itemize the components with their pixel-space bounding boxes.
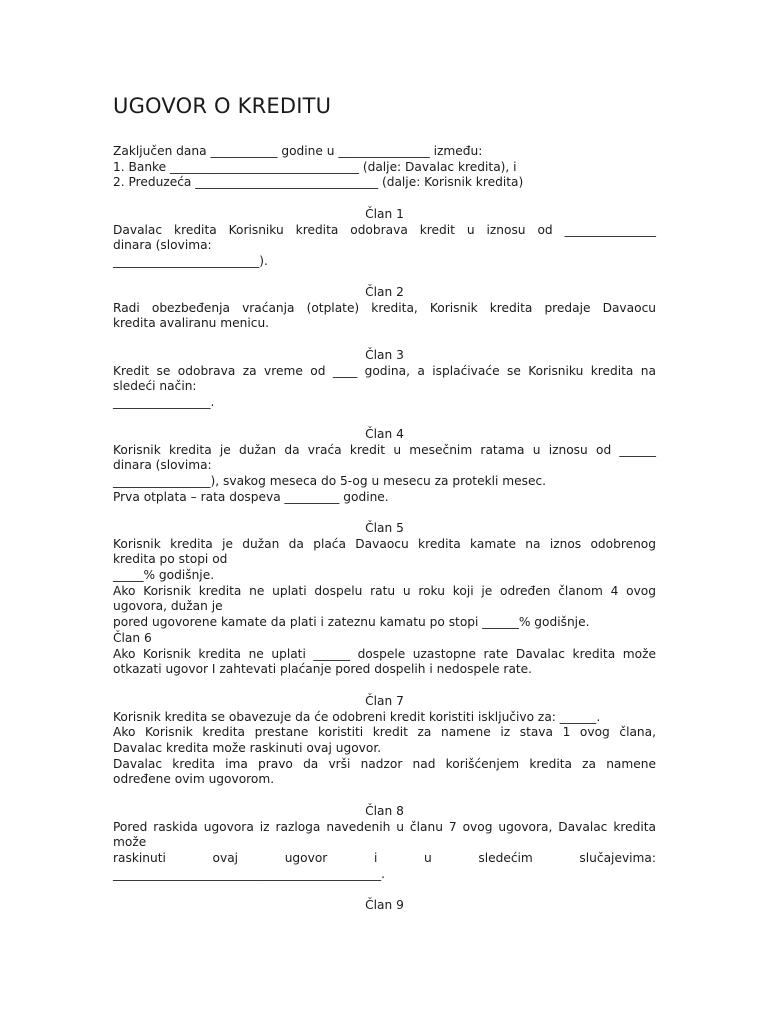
article-line: Korisnik kredita je dužan da vraća kredit u mesečnim ratama u iznosu od ______ xyxy=(113,442,656,457)
article-line: Pored raskida ugovora iz razloga navedenih u članu 7 ovog ugovora, Davalac kredita xyxy=(113,819,656,834)
article-heading: Član 5 xyxy=(365,521,404,535)
article-heading: Član 6 xyxy=(113,631,152,645)
article-6 xyxy=(113,631,656,678)
article-5 xyxy=(113,521,656,631)
article-line: Korisnik kredita je dužan da plaća Davaocu kredita kamate na iznos odobrenog xyxy=(113,536,656,551)
article-line: Prva otplata – rata dospeva _________ godine. xyxy=(113,489,389,504)
article-line: raskinuti ovaj ugovor i u sledećim slučajevima: xyxy=(113,851,656,866)
article-heading: Član 4 xyxy=(365,427,404,441)
article-9 xyxy=(113,898,656,914)
article-line: Davalac kredita Korisniku kredita odobrava kredit u iznosu od _______________ xyxy=(113,222,656,237)
intro-line: 2. Preduzeća ______________________________ (dalje: Korisnik kredita) xyxy=(113,175,524,190)
article-line: ________________. xyxy=(113,395,215,410)
intro-section xyxy=(113,144,656,191)
article-line: ugovora, dužan je xyxy=(113,599,223,614)
article-heading: Član 3 xyxy=(365,348,404,362)
article-heading: Član 8 xyxy=(365,804,404,818)
document-title: UGOVOR O KREDITU xyxy=(113,94,332,118)
article-line: dinara (slovima: xyxy=(113,458,212,473)
article-line: Ako Korisnik kredita ne uplati ______ dospele uzastopne rate Davalac kredita može xyxy=(113,646,656,661)
article-heading: Član 9 xyxy=(365,898,404,912)
article-line: Ako Korisnik kredita prestane koristiti kredit za namene iz stava 1 ovog člana, xyxy=(113,725,656,740)
article-line: Davalac kredita ima pravo da vrši nadzor nad korišćenjem kredita za namene xyxy=(113,756,656,771)
article-line: Ako Korisnik kredita ne uplati dospelu ratu u roku koji je određen članom 4 ovog xyxy=(113,583,656,598)
article-1 xyxy=(113,207,656,270)
article-heading: Član 7 xyxy=(365,694,404,708)
article-4 xyxy=(113,427,656,505)
article-line: Davalac kredita može raskinuti ovaj ugovor. xyxy=(113,741,382,756)
article-line: određene ovim ugovorom. xyxy=(113,772,275,787)
article-line: pored ugovorene kamate da plati i zateznu kamatu po stopi ______% godišnje. xyxy=(113,615,590,630)
article-heading: Član 2 xyxy=(365,285,404,299)
article-3 xyxy=(113,348,656,411)
article-line: Korisnik kredita se obavezuje da će odobreni kredit koristiti isključivo za: ______. xyxy=(113,709,601,724)
intro-line: 1. Banke _______________________________ (dalje: Davalac kredita), i xyxy=(113,159,517,174)
article-line: dinara (slovima: xyxy=(113,238,212,253)
article-2 xyxy=(113,285,656,332)
article-heading: Član 1 xyxy=(365,207,404,221)
article-line: kredita po stopi od xyxy=(113,552,228,567)
article-line: Kredit se odobrava za vreme od ____ godina, a isplaćivaće se Korisniku kredita na xyxy=(113,363,656,378)
article-line: Radi obezbeđenja vraćanja (otplate) kredita, Korisnik kredita predaje Davaocu xyxy=(113,300,656,315)
article-8 xyxy=(113,804,656,882)
article-line: ________________), svakog meseca do 5-og u mesecu za protekli mesec. xyxy=(113,474,547,489)
article-line: kredita avaliranu menicu. xyxy=(113,316,270,331)
article-7 xyxy=(113,694,656,788)
article-line: sledeći način: xyxy=(113,379,197,394)
intro-line: Zaključen dana ___________ godine u _______________ između: xyxy=(113,144,483,158)
article-line: ____________________________________________. xyxy=(113,866,385,881)
article-line: otkazati ugovor I zahtevati plaćanje pored dospelih i nedospele rate. xyxy=(113,662,533,677)
article-line: _____% godišnje. xyxy=(113,568,215,583)
article-line: ________________________). xyxy=(113,254,268,269)
article-line: može xyxy=(113,835,147,850)
